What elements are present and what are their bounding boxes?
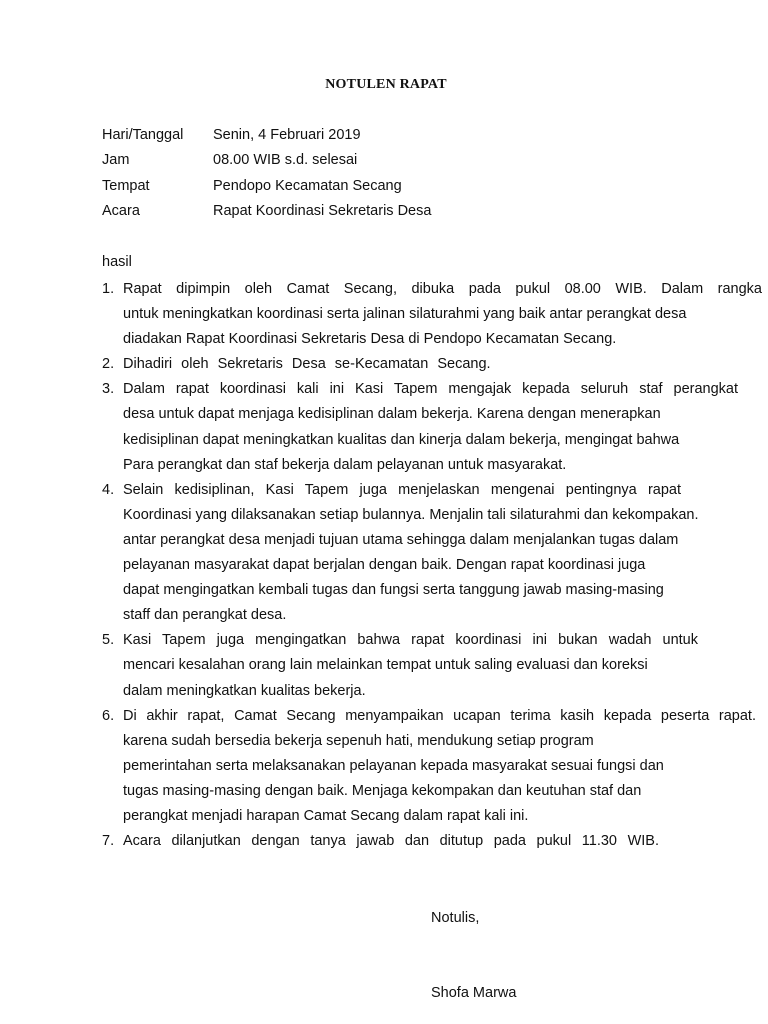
item-line: kedisiplinan dapat meningkatkan kualitas dan kinerja dalam bekerja, mengingat bahwa [123,431,680,448]
item-line: dalam meningkatkan kualitas bekerja. [123,682,366,699]
item-line: Di akhir rapat, Camat Secang menyampaikan ucapan terima kasih kepada peserta rapat. [123,707,756,724]
list-item [102,277,762,352]
item-number: 5. [102,632,115,649]
list-item [102,829,762,854]
document-title: NOTULEN RAPAT [325,77,447,92]
item-line: staff dan perangkat desa. [123,607,287,624]
item-line: Selain kedisiplinan, Kasi Tapem juga menjelaskan mengenai pentingnya rapat [123,481,681,498]
item-line: dapat mengingatkan kembali tugas dan fungsi serta tanggung jawab masing-masing [123,582,664,599]
list-item [102,628,762,703]
item-line: Koordinasi yang dilaksanakan setiap bulannya. Menjalin tali silaturahmi dan kekompakan. [123,506,699,523]
meta-value: Pendopo Kecamatan Secang [213,178,402,194]
item-line: karena sudah bersedia bekerja sepenuh hati, mendukung setiap program [123,732,594,749]
item-line: diadakan Rapat Koordinasi Sekretaris Desa di Pendopo Kecamatan Secang. [123,331,617,348]
item-line: pelayanan masyarakat dapat berjalan dengan baik. Dengan rapat koordinasi juga [123,557,646,574]
item-line: antar perangkat desa menjadi tujuan utama sehingga dalam menjalankan tugas dalam [123,531,679,548]
item-number: 1. [102,281,115,297]
signature-role: Notulis, [431,910,480,926]
meta-label: Jam [102,152,130,168]
meta-label: Acara [102,203,140,219]
item-number: 4. [102,481,115,498]
list-item [102,352,762,377]
item-line: Kasi Tapem juga mengingatkan bahwa rapat koordinasi ini bukan wadah untuk [123,632,698,649]
item-line: pemerintahan serta melaksanakan pelayanan kepada masyarakat sesuai fungsi dan [123,757,664,774]
item-line: Rapat dipimpin oleh Camat Secang, dibuka pada pukul 08.00 WIB. Dalam rangka [123,281,762,297]
list-item [102,704,762,829]
item-number: 2. [102,356,115,373]
meta-value: Rapat Koordinasi Sekretaris Desa [213,203,432,219]
item-number: 3. [102,381,115,398]
item-line: tugas masing-masing dengan baik. Menjaga kekompakan dan keutuhan staf dan [123,782,642,799]
item-line: Para perangkat dan staf bekerja dalam pelayanan untuk masyarakat. [123,456,567,473]
meta-label: Hari/Tanggal [102,127,184,143]
item-line: Dalam rapat koordinasi kali ini Kasi Tapem mengajak kepada seluruh staf perangkat [123,381,738,398]
item-number: 7. [102,833,115,850]
minutes-list [102,277,762,854]
list-item [102,478,762,629]
item-line: Acara dilanjutkan dengan tanya jawab dan ditutup pada pukul 11.30 WIB. [123,833,659,850]
meta-label: Tempat [102,178,150,194]
item-line: perangkat menjadi harapan Camat Secang dalam rapat kali ini. [123,807,529,824]
item-line: Dihadiri oleh Sekretaris Desa se-Kecamatan Secang. [123,356,491,373]
signature-name: Shofa Marwa [431,985,517,1001]
item-number: 6. [102,707,115,724]
item-line: mencari kesalahan orang lain melainkan tempat untuk saling evaluasi dan koreksi [123,657,648,674]
meta-value: 08.00 WIB s.d. selesai [213,152,358,168]
item-line: untuk meningkatkan koordinasi serta jalinan silaturahmi yang baik antar perangkat desa [123,306,687,323]
meta-value: Senin, 4 Februari 2019 [213,127,361,143]
list-item [102,377,762,477]
item-line: desa untuk dapat menjaga kedisiplinan dalam bekerja. Karena dengan menerapkan [123,406,661,423]
results-heading: hasil [102,254,132,270]
